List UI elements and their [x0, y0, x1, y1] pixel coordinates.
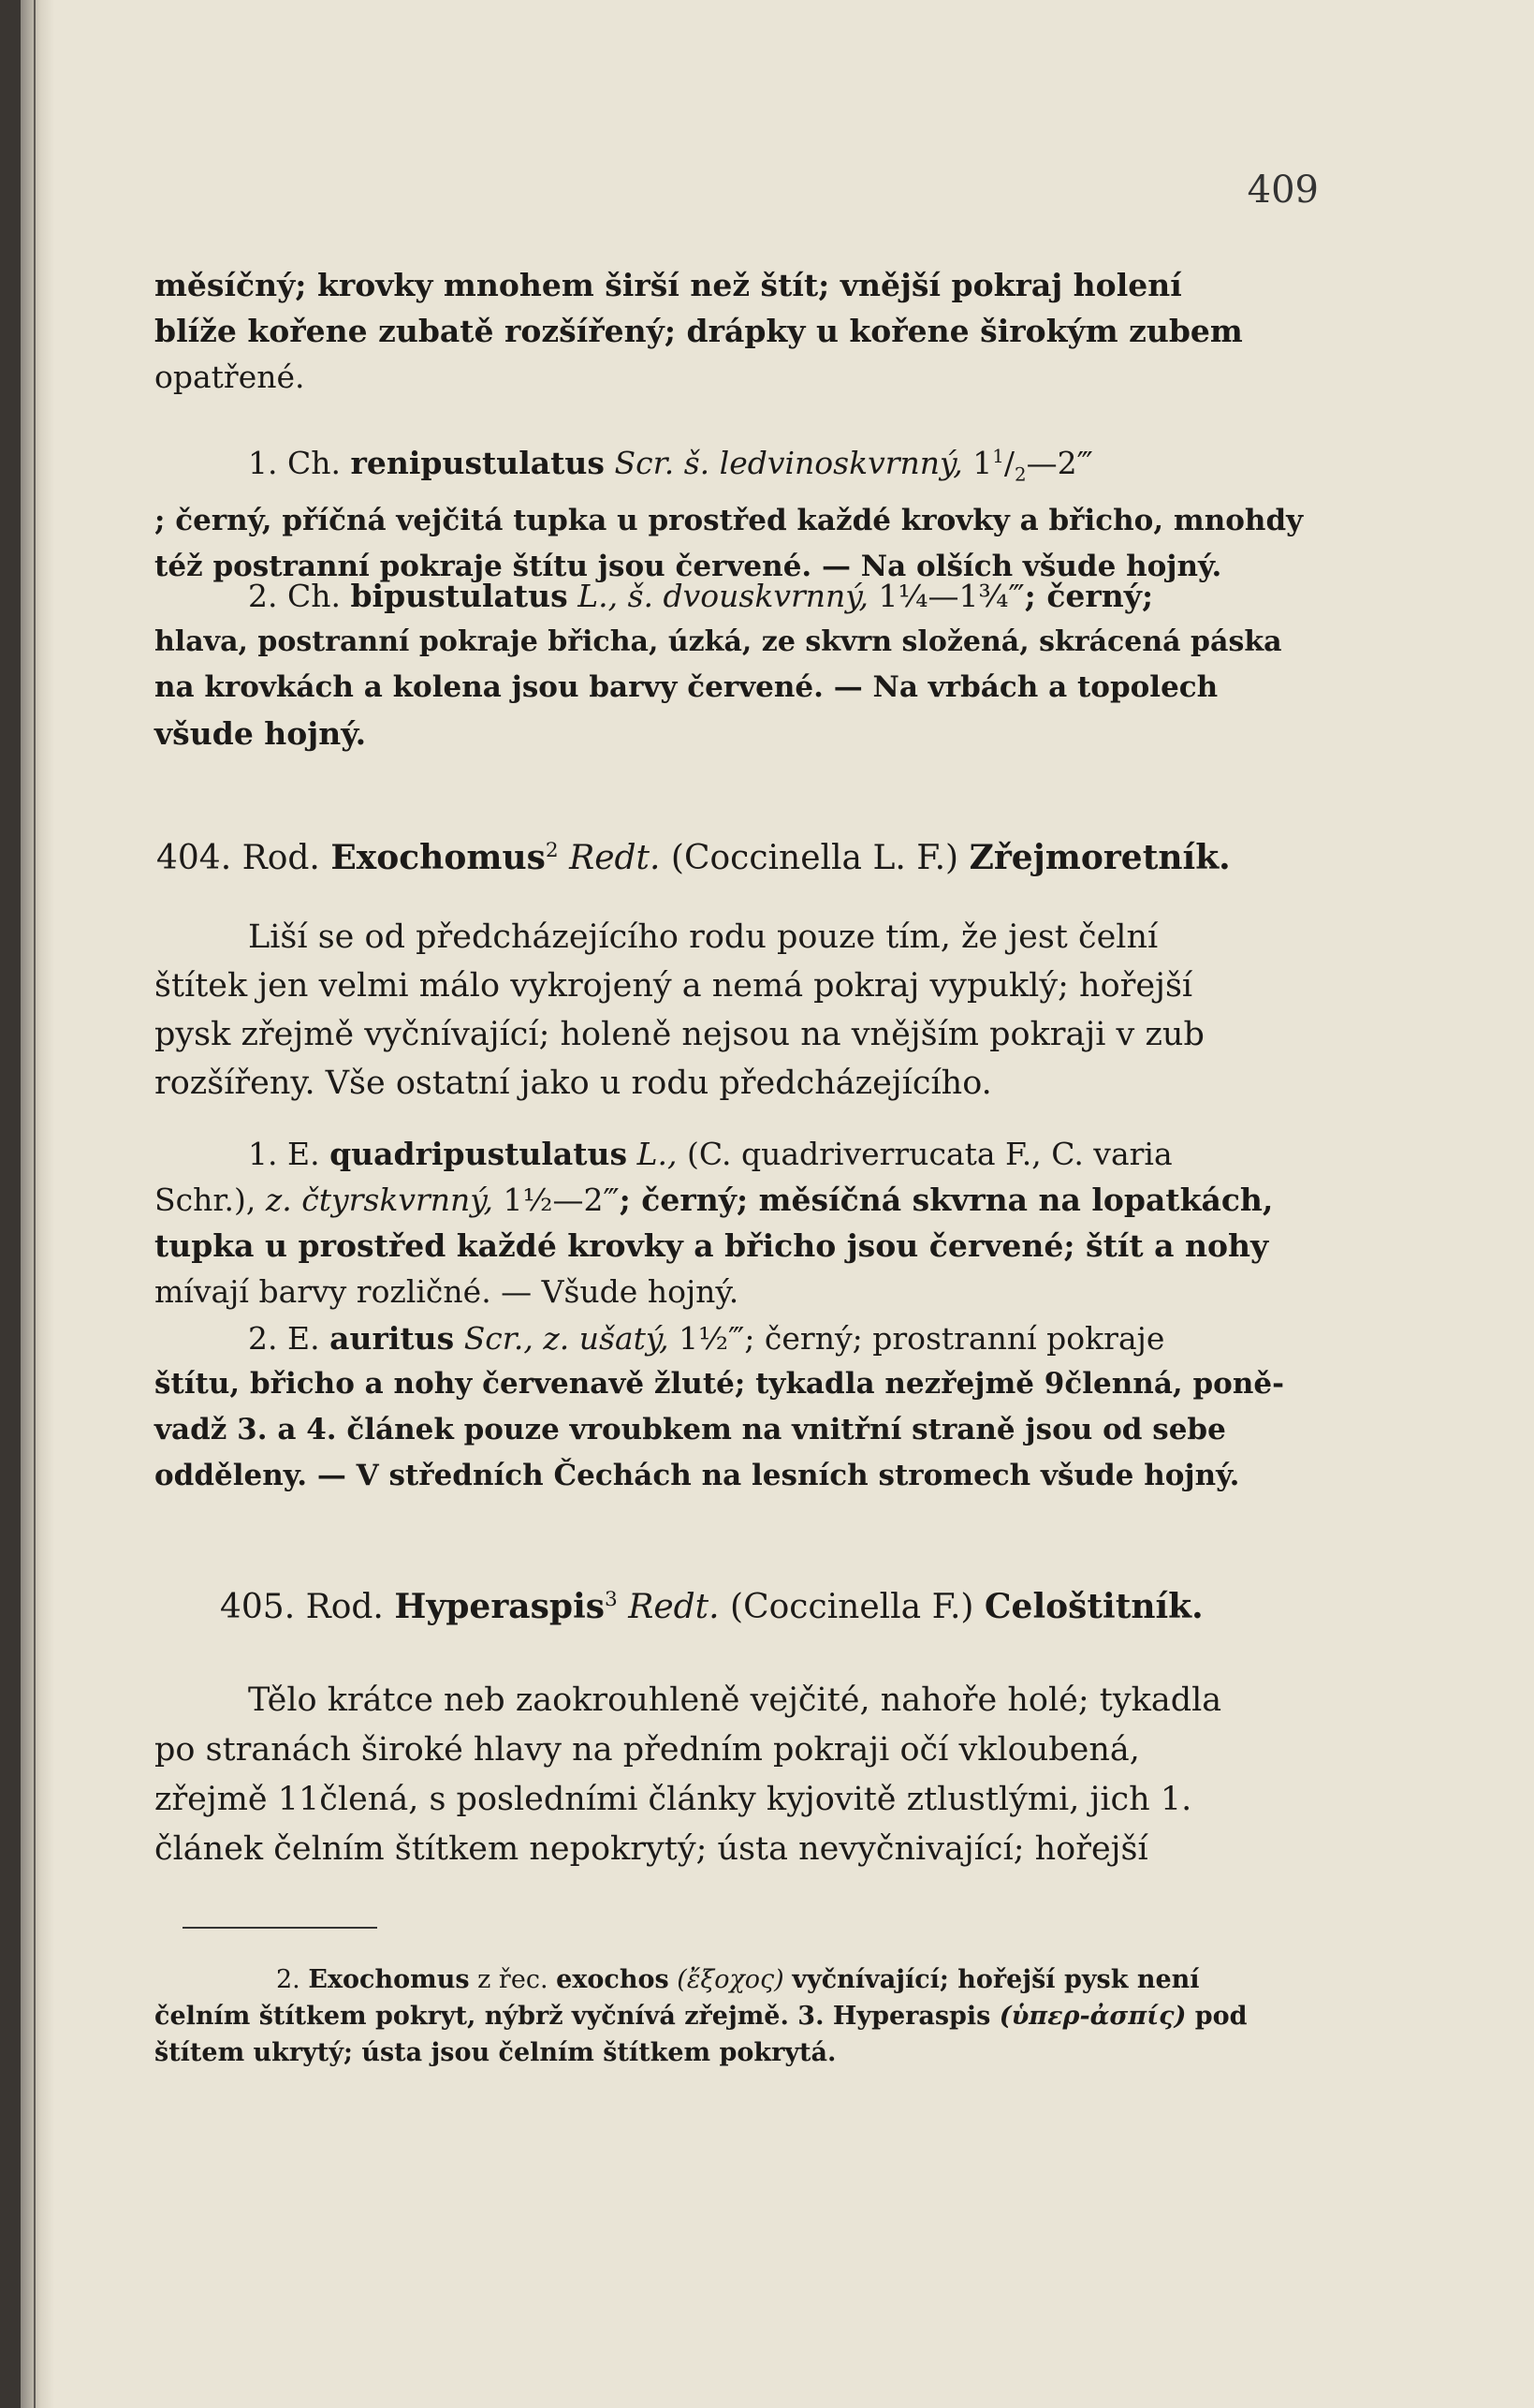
footnote-term: Exochomus: [308, 1965, 470, 1994]
species-author: L.,: [636, 1136, 678, 1172]
species-author: Scr.,: [463, 1320, 533, 1357]
genus-heading-404: [156, 838, 1231, 877]
species-author: L.,: [577, 578, 619, 614]
text-line: štítek jen velmi málo vykrojený a nemá pokraj vypuklý; hořejší: [154, 967, 1193, 1005]
genus-author: Redt.: [569, 839, 661, 877]
text-line: [154, 433, 1339, 498]
text-line: tupka u prostřed každé krovky a břicho jsou červené; štít a nohy: [154, 1227, 1269, 1264]
page-number: 409: [1247, 169, 1319, 212]
text-line: článek čelním štítkem nepokrytý; ústa nevyčnivající; hořejší: [154, 1830, 1148, 1868]
species-number: 2. E.: [248, 1320, 320, 1357]
footnote-line: čelním štítkem pokryt, nýbrž vyčnívá zřejmě. 3. Hyperaspis (ὑπερ-ἀσπίς) pod: [154, 2002, 1248, 2031]
species-name: quadripustulatus: [329, 1136, 628, 1172]
text-line: štítu, břicho a nohy červenavě žluté; tykadla nezřejmě 9členná, poně-: [154, 1367, 1284, 1401]
genus-synonym: (Coccinella F.): [730, 1588, 974, 1626]
text-line: 2. E. auritus Scr., z. ušatý, 1½‴; černý; prostranní pokraje: [248, 1320, 1165, 1357]
species-entry-e1: [154, 1131, 1339, 1314]
species-size: 1½‴: [679, 1320, 745, 1357]
species-common-name: š. dvouskvrnný,: [627, 578, 869, 614]
text-line: po stranách široké hlavy na předním pokraji očí vkloubená,: [154, 1731, 1140, 1769]
species-size: $1^1/_2—2‴$: [972, 445, 1093, 486]
genus-synonym: (Coccinella L. F.): [670, 839, 959, 877]
species-common-name: z. čtyrskvrnný,: [265, 1182, 493, 1218]
text-line: vadž 3. a 4. článek pouze vroubkem na vnitřní straně jsou od sebe: [154, 1413, 1226, 1446]
species-size: 1¼—1¾‴: [878, 578, 1025, 614]
genus-number: 405. Rod.: [220, 1588, 384, 1626]
book-page: [21, 0, 1534, 2408]
species-entry-ch1: [154, 433, 1339, 590]
species-number: 1. E.: [248, 1136, 320, 1172]
species-common-name: z. ušatý,: [543, 1320, 669, 1357]
footnote-line: 2. Exochomus z řec. exochos (ἔξοχος) vyčnívající; hořejší pysk není: [276, 1965, 1200, 1994]
footnote-ref: 3: [605, 1588, 618, 1611]
text-line: rozšířeny. Vše ostatní jako u rodu předcházejícího.: [154, 1065, 992, 1102]
text-line: též postranní pokraje štítu jsou červené. — Na olších všude hojný.: [154, 549, 1222, 583]
text-line: hlava, postranní pokraje břicha, úzká, ze skvrn složená, skrácená páska: [154, 625, 1282, 658]
genus-czech-name: Celoštitník.: [984, 1587, 1204, 1626]
species-name: auritus: [329, 1320, 455, 1357]
text-line: Liší se od předcházejícího rodu pouze tím, že jest čelní: [248, 918, 1159, 956]
species-name: renipustulatus: [350, 445, 605, 481]
text-line: na krovkách a kolena jsou barvy červené. — Na vrbách a topolech: [154, 670, 1219, 704]
footnotes: [154, 1961, 1339, 2071]
intro-paragraph: [154, 262, 1339, 400]
genus-number: 404. Rod.: [156, 839, 320, 877]
genus-name: Exochomus: [330, 838, 546, 877]
text-line: Tělo krátce neb zaokrouhleně vejčité, nahoře holé; tykadla: [248, 1681, 1222, 1719]
genus-author: Redt.: [628, 1588, 720, 1626]
text-line: blíže kořene zubatě rozšířený; drápky u kořene širokým zubem: [154, 313, 1243, 349]
text-line: pysk zřejmě vyčnívající; holeně nejsou na vnějším pokraji v zub: [154, 1016, 1205, 1053]
species-synonym: (C. quadriverrucata F., C. varia: [687, 1136, 1173, 1172]
footnote-ref: 2: [545, 839, 559, 862]
genus-czech-name: Zřejmoretník.: [969, 838, 1231, 877]
page-gutter: [21, 0, 54, 2408]
footnote-line: štítem ukrytý; ústa jsou čelním štítkem pokrytá.: [154, 2038, 837, 2067]
text-line: 2. Ch. bipustulatus L., š. dvouskvrnný, 1¼—1¾‴; černý;: [248, 578, 1154, 614]
text-line: opatřené.: [154, 359, 305, 395]
species-number: 1. Ch.: [248, 445, 341, 481]
text-line: ; černý, příčná vejčitá tupka u prostřed každé krovky a břicho, mnohdy: [154, 503, 1304, 537]
text-line: všude hojný.: [154, 715, 367, 752]
text-line: Schr.), z. čtyrskvrnný, 1½—2‴; černý; měsíčná skvrna na lopatkách,: [154, 1182, 1274, 1218]
footnote-term: Hyperaspis: [832, 2002, 991, 2031]
footnote-rule: [183, 1927, 377, 1929]
page-edge: [34, 0, 36, 2408]
text-line: zřejmě 11člená, s posledními články kyjovitě ztlustlými, jich 1.: [154, 1781, 1192, 1818]
species-author: Scr.: [614, 445, 675, 481]
genus-404-description: [154, 913, 1339, 1108]
text-line: mívají barvy rozličné. — Všude hojný.: [154, 1273, 739, 1310]
species-name: bipustulatus: [350, 578, 568, 614]
species-size: 1½—2‴: [503, 1182, 620, 1218]
text-line: [154, 1131, 1339, 1177]
species-entry-e2: [154, 1315, 1339, 1499]
species-common-name: š. ledvinoskvrnný,: [683, 445, 963, 481]
species-number: 2. Ch.: [248, 578, 341, 614]
genus-heading-405: [220, 1587, 1204, 1626]
genus-name: Hyperaspis: [394, 1587, 606, 1626]
species-entry-ch2: [154, 573, 1339, 756]
text-line: odděleny. — V středních Čechách na lesních stromech všude hojný.: [154, 1459, 1240, 1492]
genus-405-description: [154, 1676, 1339, 1874]
text-line: měsíčný; krovky mnohem širší než štít; vnější pokraj holení: [154, 267, 1182, 303]
